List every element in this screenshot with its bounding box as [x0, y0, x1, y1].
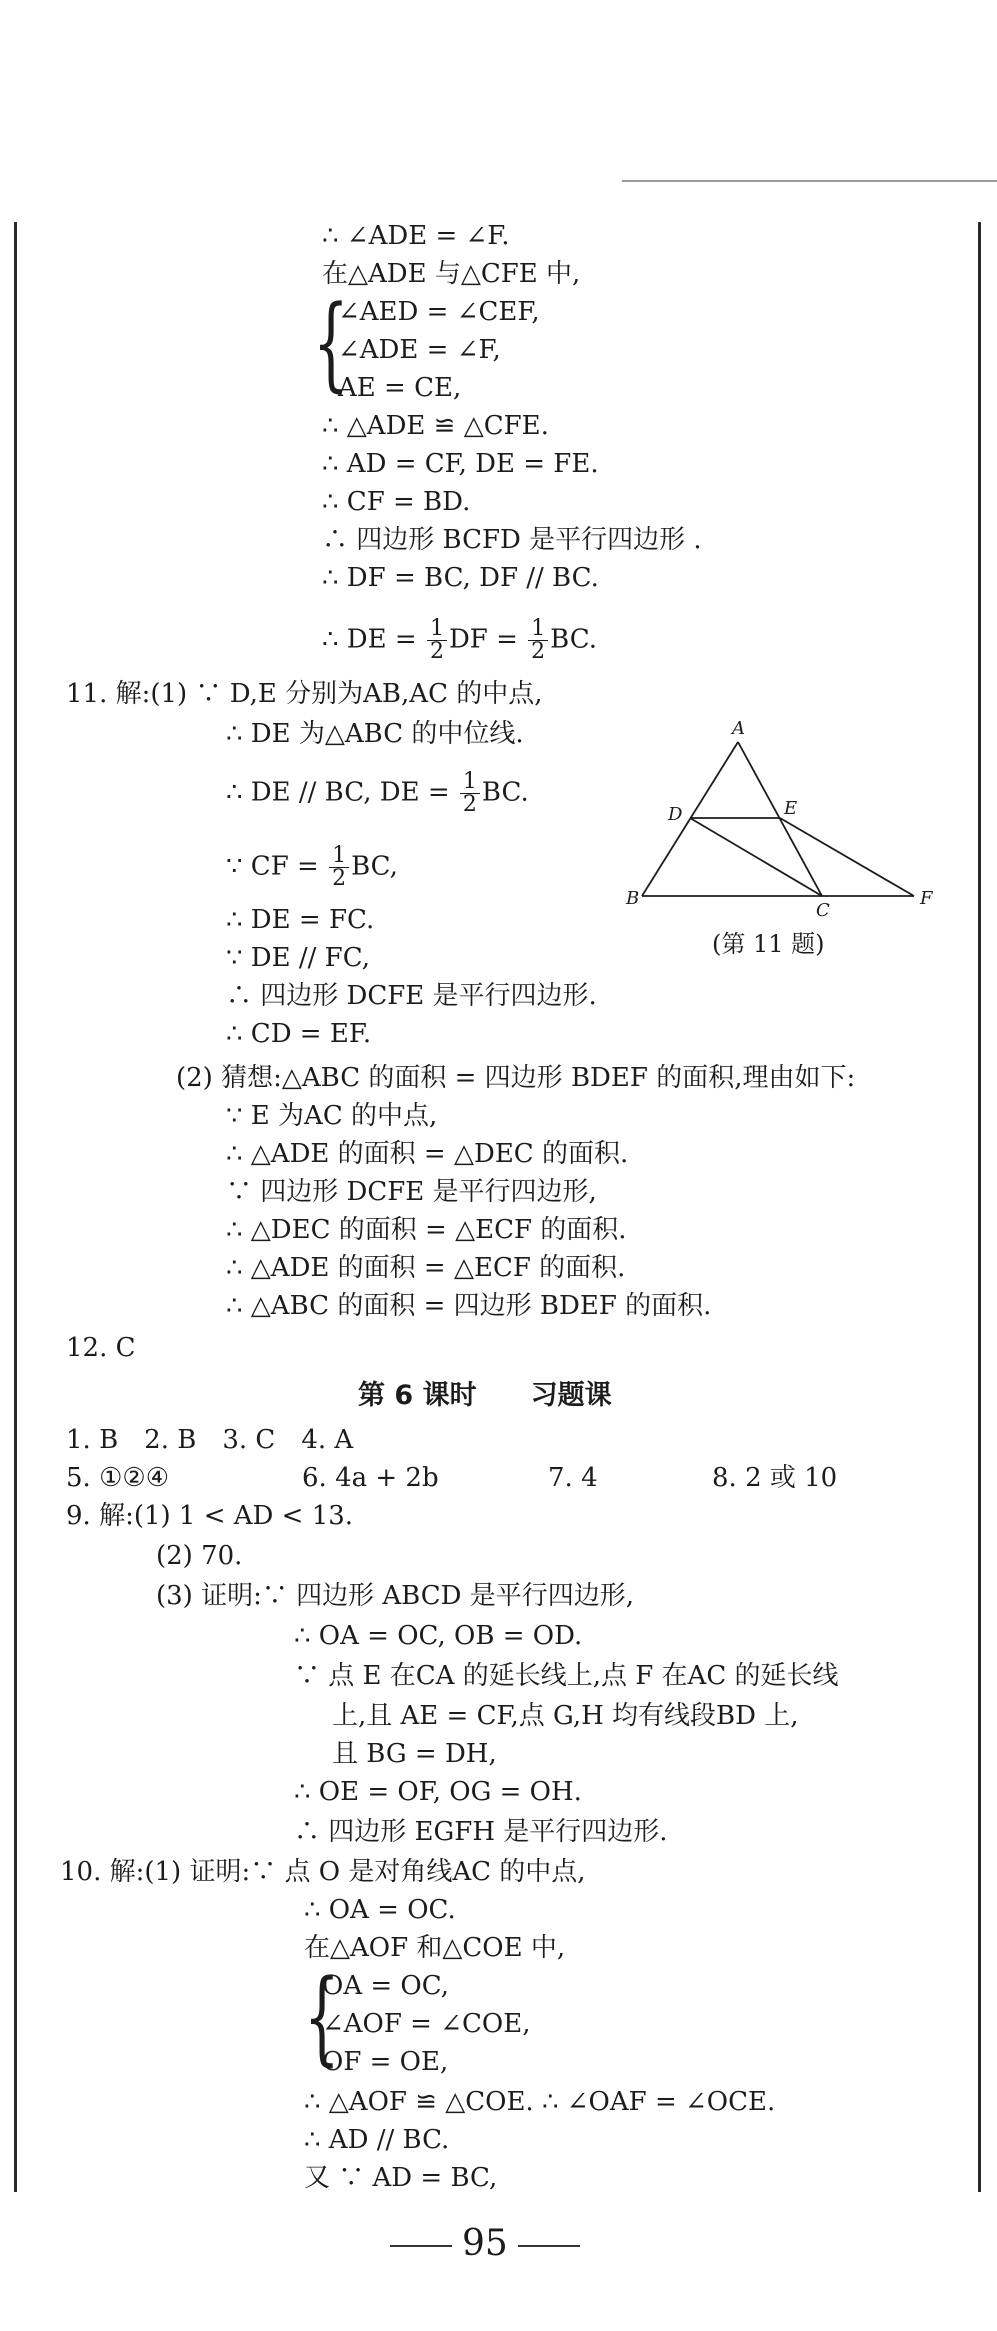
text-line: ∠AED = ∠CEF,: [338, 297, 540, 327]
q10-line: 又 ∵ AD = BC,: [304, 2163, 498, 2193]
text-segment: ∴ DE =: [322, 624, 425, 655]
label-D: D: [668, 804, 683, 825]
page-number-value: 95: [462, 2223, 508, 2264]
text-line: AE = CE,: [338, 373, 462, 403]
q11-part2-line: ∴ △ABC 的面积 = 四边形 BDEF 的面积.: [226, 1291, 712, 1321]
q9-line: (3) 证明:∵ 四边形 ABCD 是平行四边形,: [156, 1581, 635, 1611]
q11-part2-line: ∴ △ADE 的面积 = △DEC 的面积.: [226, 1139, 629, 1169]
q9-line: 上,且 AE = CF,点 G,H 均有线段BD 上,: [332, 1701, 799, 1731]
header-rule: [622, 180, 997, 182]
q11-part2-line: ∵ 四边形 DCFE 是平行四边形,: [226, 1177, 597, 1207]
page-number: [380, 2222, 590, 2266]
figure-caption: (第 11 题): [712, 930, 825, 958]
q10-line: 在△AOF 和△COE 中,: [304, 1933, 566, 1963]
left-margin-bar: [14, 222, 17, 2192]
q10-line: ∴ AD // BC.: [304, 2125, 450, 2155]
q10-line: ∴ OA = OC.: [304, 1895, 456, 1925]
answer-item: 8. 2 或 10: [712, 1463, 838, 1493]
q9-line: ∴ 四边形 EGFH 是平行四边形.: [294, 1817, 668, 1847]
q10-line: ∠AOF = ∠COE,: [322, 2009, 531, 2039]
fraction-denominator: 2: [531, 639, 546, 664]
text-line: 在△ADE 与△CFE 中,: [322, 259, 581, 289]
page-number-dash: [518, 2245, 580, 2247]
right-margin-bar: [978, 222, 981, 2192]
q11-fraction-line: [226, 845, 398, 890]
system-brace: {: [304, 1958, 340, 2077]
q10-line: 10. 解:(1) 证明:∵ 点 O 是对角线AC 的中点,: [60, 1857, 586, 1887]
fraction-numerator: 1: [427, 618, 447, 641]
triangle-figure: [624, 718, 944, 958]
fraction: [427, 618, 447, 663]
text-line: ∴ △ADE ≌ △CFE.: [322, 411, 549, 441]
q11-line: ∴ 四边形 DCFE 是平行四边形.: [226, 981, 597, 1011]
text-segment: BC,: [351, 851, 398, 882]
q11-line: ∴ DE 为△ABC 的中位线.: [226, 719, 524, 749]
q11-part2-line: ∵ E 为AC 的中点,: [226, 1101, 438, 1131]
label-C: C: [816, 900, 830, 921]
q9-line: (2) 70.: [156, 1541, 243, 1571]
answer-item: 6. 4a + 2b: [302, 1463, 439, 1493]
label-F: F: [920, 888, 933, 909]
q9-line: ∴ OA = OC, OB = OD.: [294, 1621, 583, 1651]
q10-line: OF = OE,: [322, 2047, 449, 2077]
q11-line: ∵ DE // FC,: [226, 943, 370, 973]
q9-line: 且 BG = DH,: [332, 1739, 497, 1769]
q10-line: ∴ △AOF ≌ △COE. ∴ ∠OAF = ∠OCE.: [304, 2087, 776, 2117]
text-line: ∠ADE = ∠F,: [338, 335, 501, 365]
fraction-denominator: 2: [462, 792, 477, 817]
q11-line: ∴ DE = FC.: [226, 905, 375, 935]
fraction-denominator: 2: [332, 866, 347, 891]
section-title: 第 6 课时 习题课: [358, 1380, 612, 1411]
text-segment: ∴ DE // BC, DE =: [226, 777, 458, 808]
fraction: [528, 618, 548, 663]
page-number-dash: [390, 2245, 452, 2247]
text-line: ∴ AD = CF, DE = FE.: [322, 449, 599, 479]
text-segment: ∵ CF =: [226, 851, 328, 882]
q9-line: ∴ OE = OF, OG = OH.: [294, 1777, 582, 1807]
fraction-line: [322, 618, 597, 663]
text-segment: BC.: [481, 777, 529, 808]
fraction-numerator: 1: [528, 618, 548, 641]
system-brace: {: [313, 284, 349, 403]
q11-line: 11. 解:(1) ∵ D,E 分别为AB,AC 的中点,: [66, 679, 543, 709]
segment-DC: [690, 818, 822, 896]
answer-item: 5. ①②④: [66, 1463, 169, 1493]
text-line: ∴ CF = BD.: [322, 487, 471, 517]
label-E: E: [784, 798, 798, 819]
q11-fraction-line: [226, 771, 529, 816]
q12-answer: 12. C: [66, 1333, 136, 1363]
q11-part2-line: (2) 猜想:△ABC 的面积 = 四边形 BDEF 的面积,理由如下:: [176, 1063, 856, 1093]
fraction: [329, 845, 349, 890]
label-B: B: [626, 888, 640, 909]
label-A: A: [732, 718, 745, 739]
text-line: ∴ DF = BC, DF // BC.: [322, 563, 599, 593]
fraction: [460, 771, 480, 816]
answer-item: 7. 4: [548, 1463, 598, 1493]
text-line: ∴ 四边形 BCFD 是平行四边形 .: [322, 525, 702, 555]
q9-line: 9. 解:(1) 1 < AD < 13.: [66, 1501, 354, 1531]
q9-line: ∵ 点 E 在CA 的延长线上,点 F 在AC 的延长线: [294, 1661, 839, 1691]
answer-row: 1. B 2. B 3. C 4. A: [66, 1425, 354, 1455]
fraction-numerator: 1: [460, 771, 480, 794]
text-line: ∴ ∠ADE = ∠F.: [322, 221, 510, 251]
q11-part2-line: ∴ △DEC 的面积 = △ECF 的面积.: [226, 1215, 627, 1245]
text-segment: DF =: [448, 624, 527, 655]
text-segment: BC.: [550, 624, 597, 655]
q11-part2-line: ∴ △ADE 的面积 = △ECF 的面积.: [226, 1253, 626, 1283]
fraction-denominator: 2: [429, 639, 444, 664]
q11-line: ∴ CD = EF.: [226, 1019, 372, 1049]
q10-line: OA = OC,: [322, 1971, 449, 2001]
fraction-numerator: 1: [329, 845, 349, 868]
